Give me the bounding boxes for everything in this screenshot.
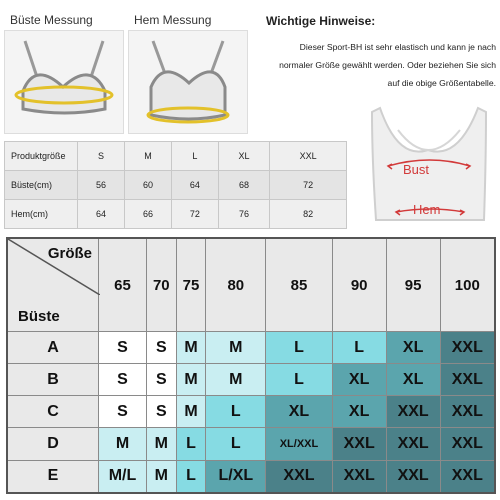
chart-size-cell: L	[206, 428, 266, 460]
size-table-cell: 82	[270, 200, 347, 229]
chart-size-cell: XL	[386, 364, 440, 396]
chart-size-cell: XXL	[266, 460, 332, 493]
size-table-header-cell: XXL	[270, 142, 347, 171]
chart-size-cell: M	[146, 428, 176, 460]
chart-size-cell: M	[206, 364, 266, 396]
hem-label: Hem	[413, 202, 441, 217]
bra-size-chart	[6, 237, 496, 494]
chart-cup-label: C	[7, 396, 99, 428]
size-table-header-cell: S	[78, 142, 125, 171]
chart-row	[7, 396, 495, 428]
hem-measurement-panel	[128, 30, 248, 134]
chart-column-header: 70	[146, 238, 176, 332]
size-table-row	[5, 200, 347, 229]
chart-size-cell: M	[176, 364, 206, 396]
size-table-header-row	[5, 142, 347, 171]
chart-size-cell: L	[176, 428, 206, 460]
chart-row	[7, 332, 495, 364]
chart-size-cell: S	[99, 332, 147, 364]
size-table-cell: 56	[78, 171, 125, 200]
size-table-cell: 64	[171, 171, 218, 200]
chart-size-cell: S	[146, 364, 176, 396]
chart-column-header: 95	[386, 238, 440, 332]
chart-size-cell: M	[206, 332, 266, 364]
bra-bust-illustration	[5, 31, 123, 133]
chart-row	[7, 460, 495, 493]
notes-text: Dieser Sport-BH ist sehr elastisch und kann je nach normaler Größe gewählt werden. Oder beziehen Sie sich auf die obige Größentabelle.	[279, 42, 496, 88]
size-table-header-cell: Produktgröße	[5, 142, 78, 171]
bust-measurement-panel	[4, 30, 124, 134]
chart-size-cell: XL	[332, 364, 386, 396]
chart-size-cell: XXL	[440, 332, 495, 364]
chart-corner-cell	[7, 238, 99, 332]
hem-measurement-label: Hem Messung	[134, 13, 212, 27]
chart-row	[7, 428, 495, 460]
chart-size-cell: XXL	[386, 460, 440, 493]
size-table-row-label: Hem(cm)	[5, 200, 78, 229]
chart-column-header: 85	[266, 238, 332, 332]
corner-size-label: Größe	[47, 245, 92, 262]
size-table-cell: 68	[218, 171, 269, 200]
chart-size-cell: S	[99, 396, 147, 428]
chart-column-header: 100	[440, 238, 495, 332]
product-size-table	[4, 141, 347, 229]
chart-column-header: 65	[99, 238, 147, 332]
chart-size-cell: L	[266, 332, 332, 364]
chart-size-cell: L	[176, 460, 206, 493]
notes-title: Wichtige Hinweise:	[266, 14, 376, 28]
chart-column-header: 75	[176, 238, 206, 332]
bust-label: Bust	[403, 162, 430, 177]
chart-column-header: 80	[206, 238, 266, 332]
size-table-cell: 76	[218, 200, 269, 229]
corner-bust-label: Büste	[18, 308, 60, 326]
chart-size-cell: L	[206, 396, 266, 428]
chart-size-cell: M/L	[99, 460, 147, 493]
size-table-cell: 64	[78, 200, 125, 229]
chart-size-cell: XL	[386, 332, 440, 364]
size-table-header-cell: L	[171, 142, 218, 171]
chart-cup-label: B	[7, 364, 99, 396]
chart-size-cell: XL	[266, 396, 332, 428]
chart-size-cell: XXL	[332, 428, 386, 460]
size-table-row-label: Büste(cm)	[5, 171, 78, 200]
chart-cup-label: D	[7, 428, 99, 460]
chart-size-cell: XXL	[386, 428, 440, 460]
chart-size-cell: L	[332, 332, 386, 364]
chart-size-cell: M	[99, 428, 147, 460]
chart-row	[7, 364, 495, 396]
size-table-cell: 72	[270, 171, 347, 200]
size-table-cell: 60	[124, 171, 171, 200]
chart-cup-label: A	[7, 332, 99, 364]
chart-size-cell: L/XL	[206, 460, 266, 493]
chart-size-cell: XL/XXL	[266, 428, 332, 460]
chart-size-cell: XXL	[440, 428, 495, 460]
chart-size-cell: S	[146, 332, 176, 364]
chart-size-cell: XXL	[440, 460, 495, 493]
size-table-header-cell: M	[124, 142, 171, 171]
chart-size-cell: XXL	[332, 460, 386, 493]
chart-size-cell: M	[146, 460, 176, 493]
chart-header-row	[7, 238, 495, 332]
chart-size-cell: M	[176, 396, 206, 428]
chart-column-header: 90	[332, 238, 386, 332]
size-table-cell: 66	[124, 200, 171, 229]
chart-size-cell: XXL	[440, 364, 495, 396]
chart-size-cell: XXL	[386, 396, 440, 428]
size-table-row	[5, 171, 347, 200]
bust-measurement-label: Büste Messung	[10, 13, 93, 27]
bra-hem-illustration	[129, 31, 247, 133]
chart-size-cell: L	[266, 364, 332, 396]
chart-size-cell: M	[176, 332, 206, 364]
size-table-cell: 72	[171, 200, 218, 229]
chart-size-cell: S	[146, 396, 176, 428]
size-table-header-cell: XL	[218, 142, 269, 171]
chart-size-cell: S	[99, 364, 147, 396]
chart-cup-label: E	[7, 460, 99, 493]
chart-size-cell: XXL	[440, 396, 495, 428]
chart-size-cell: XL	[332, 396, 386, 428]
